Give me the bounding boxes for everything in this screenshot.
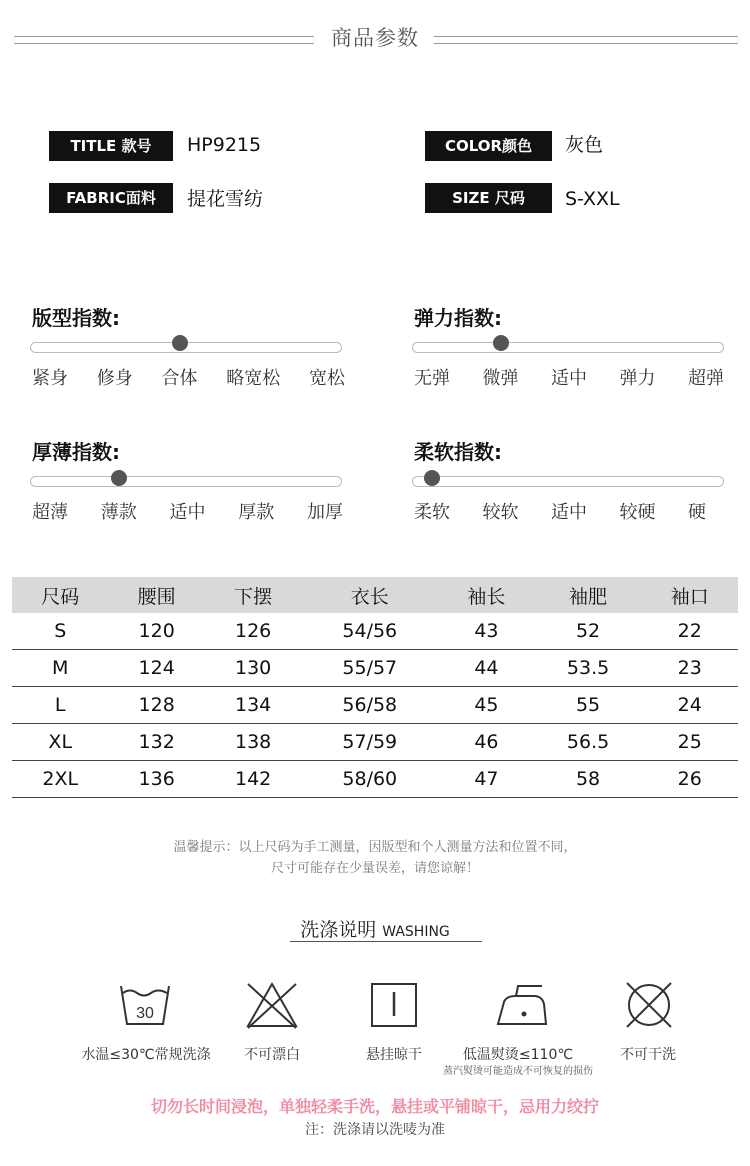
softness-option: 柔软 [414,502,450,523]
table-cell: 55 [535,687,642,724]
table-cell: L [12,687,108,724]
table-cell: 25 [641,724,738,761]
wash-label-3: 悬挂晾干 [366,1047,422,1063]
washing-title-underline [290,941,482,942]
table-cell: 54/56 [301,613,438,650]
table-cell: 52 [535,613,642,650]
table-cell: 55/57 [301,650,438,687]
table-cell: 45 [438,687,534,724]
table-cell: 22 [641,613,738,650]
wash-temp-text: 30 [136,1005,154,1022]
size-note-line2: 尺寸可能存在少量误差，请您谅解！ [270,861,479,876]
no-bleach-icon [244,980,300,1030]
table-row [12,613,738,650]
size-table-header-cell: 腰围 [108,577,204,613]
table-cell: 24 [641,687,738,724]
washing-title-en: WASHING [382,924,450,940]
table-cell: 134 [205,687,301,724]
elasticity-option: 超弹 [688,368,724,389]
table-cell: 56.5 [535,724,642,761]
elasticity-option: 微弹 [482,368,519,389]
thickness-option: 适中 [169,502,206,523]
size-label: SIZE 尺码 [425,183,552,213]
table-cell: 120 [108,613,204,650]
table-row [12,650,738,687]
wash-label-1: 水温≤30℃常规洗涤 [81,1047,211,1063]
fit-index-title: 版型指数: [32,306,120,330]
fit-index-options [32,364,345,390]
fit-option: 合体 [161,368,198,389]
elasticity-index-options [414,364,724,390]
size-table-header-cell: 衣长 [301,577,438,613]
table-cell: 44 [438,650,534,687]
hang-dry-icon [366,980,422,1030]
table-cell: 57/59 [301,724,438,761]
thickness-option: 薄款 [100,502,137,523]
fit-option: 修身 [96,368,133,389]
size-table [12,577,738,798]
wash-label-5: 不可干洗 [620,1047,676,1063]
color-value: 灰色 [565,134,604,156]
table-cell: 43 [438,613,534,650]
table-cell: 23 [641,650,738,687]
size-table-header-cell: 袖口 [641,577,738,613]
table-cell: 142 [205,761,301,798]
fabric-label: FABRIC面料 [49,183,173,213]
thickness-index-options [32,498,343,524]
softness-index-knob [424,470,440,486]
table-cell: 124 [108,650,204,687]
table-cell: 130 [205,650,301,687]
table-cell: 138 [205,724,301,761]
table-cell: XL [12,724,108,761]
size-note-line1: 温馨提示：以上尺码为手工测量，因版型和个人测量方法和位置不同， [173,840,577,855]
color-label: COLOR颜色 [425,131,552,161]
size-table-header [12,577,738,613]
wash-sublabel-4: 蒸汽熨烫可能造成不可恢复的损伤 [443,1066,593,1077]
table-cell: 132 [108,724,204,761]
thickness-option: 加厚 [307,502,343,523]
size-table-header-cell: 袖肥 [535,577,642,613]
low-iron-icon [494,980,550,1030]
fit-index-knob [172,335,188,351]
table-cell: M [12,650,108,687]
washing-note: 注：洗涤请以洗唛为准 [305,1122,445,1138]
elasticity-index-track [412,342,724,353]
elasticity-index-knob [493,335,509,351]
section-title: 商品参数 [331,26,419,50]
fit-option: 略宽松 [226,368,281,389]
size-table-header-cell: 尺码 [12,577,108,613]
wash-label-2: 不可漂白 [244,1047,300,1063]
table-row [12,724,738,761]
fit-option: 紧身 [32,368,68,389]
table-row [12,761,738,798]
title-label: TITLE 款号 [49,131,173,161]
softness-option: 适中 [551,502,587,523]
table-cell: 46 [438,724,534,761]
table-row [12,687,738,724]
table-cell: 53.5 [535,650,642,687]
table-cell: 26 [641,761,738,798]
table-cell: 56/58 [301,687,438,724]
table-cell: 128 [108,687,204,724]
softness-index-track [412,476,724,487]
table-cell: 2XL [12,761,108,798]
elasticity-index-title: 弹力指数: [414,306,502,330]
table-cell: 58 [535,761,642,798]
table-cell: 126 [205,613,301,650]
no-dry-clean-icon [621,980,677,1030]
elasticity-option: 适中 [551,368,587,389]
softness-option: 较硬 [619,502,656,523]
wash-label-4: 低温熨烫≤110℃ [462,1047,574,1063]
thickness-option: 超薄 [32,502,68,523]
washing-title [0,915,750,942]
thickness-index-knob [111,470,127,486]
size-table-header-cell: 袖长 [438,577,534,613]
title-value: HP9215 [187,134,262,156]
fabric-value: 提花雪纺 [187,188,264,210]
thickness-index-title: 厚薄指数: [32,440,120,464]
softness-index-title: 柔软指数: [414,440,502,464]
elasticity-option: 弹力 [619,368,656,389]
table-cell: S [12,613,108,650]
size-value: S-XXL [565,188,620,210]
size-table-header-cell: 下摆 [205,577,301,613]
softness-option: 较软 [482,502,519,523]
softness-option: 硬 [688,502,706,523]
wash-30-icon [117,980,173,1030]
elasticity-option: 无弹 [414,368,450,389]
table-cell: 136 [108,761,204,798]
softness-index-options [414,498,706,524]
thickness-index-track [30,476,342,487]
washing-title-cn: 洗涤说明 [300,919,377,941]
washing-warning: 切勿长时间浸泡，单独轻柔手洗，悬挂或平铺晾干，忌用力绞拧 [150,1097,599,1116]
fit-option: 宽松 [309,368,345,389]
table-cell: 47 [438,761,534,798]
table-cell: 58/60 [301,761,438,798]
thickness-option: 厚款 [238,502,275,523]
